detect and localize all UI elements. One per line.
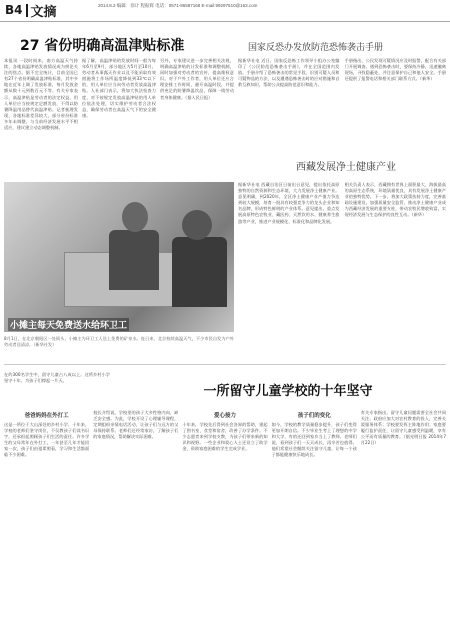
bottom-column: [361, 410, 446, 636]
article-column: 如今，学校的教学质量稳步提升，孩子们变得更加开朗自信。不少毕业生考上了理想的中学和大学，有的还回到家乡当上了教师。老师们说，看到孩子们一天天成长，再辛苦也值得。他们希望社会继续关注留守儿童，让每一个孩子都能健康快乐地成长。: [271, 422, 357, 458]
subheading: 孩子们的变化: [297, 413, 331, 419]
photo-person: [109, 230, 159, 290]
article-column: 据新华社电 近日，国家反恐怖工作领导小组办公室编印了《公民防范恐怖袭击手册》，并在全国范围内发放。手册介绍了恐怖袭击的常见手段、识别可疑人员和可疑物品的方法，以及遭遇恐怖袭击时的应对措施和自救互救知识，帮助公众提高防范意识和能力。: [238, 58, 340, 88]
photo-person: [172, 237, 227, 307]
right-mid-headline: 西藏发展净土健康产业: [296, 162, 396, 173]
bottom-intro: 在约300名学生中，留守儿童占八成以上。这所乡村小学坚守十年，为孩子们撑起一片天。: [4, 372, 110, 384]
top-left-headline: 27 省份明确高温津贴标准: [20, 38, 185, 54]
right-mid-body: [238, 182, 446, 360]
bottom-column: [272, 410, 357, 636]
photo-note: 8月1日，在北京朝阳区一处街头，小摊主为环卫工人送上免费的矿泉水。连日来，北京持续高温天气，不少市民自发为户外劳动者送清凉。（新华社发）: [4, 336, 234, 347]
news-photo: [4, 182, 234, 332]
photo-person-head: [122, 202, 148, 232]
section-divider-line: [4, 364, 446, 365]
article-column: 据新华社电 西藏自治区日前出台意见，提出依托高原独特的自然资源和生态环境，大力发展净土健康产业。意见明确，到2020年，全区净土健康产业产值力争达到较大规模，培育一批具有较强竞争力的龙头企业和知名品牌，形成特色鲜明的产业体系。意见提出，重点发展高原特色农牧业、藏医药、天然饮用水、健康养生旅游等产业，推进产业规模化、标准化和品牌化发展。: [238, 182, 340, 224]
right-top-headline: 国家反恐办发放防范恐怖袭击手册: [248, 43, 384, 53]
subheading: 爸爸妈妈在外打工: [24, 413, 69, 419]
article-column: 手册指出，公民发现可疑情况应及时报警，配合有关部门开展调查。遇到恐怖袭击时，要保持冷静，迅速撤离现场，寻找隐蔽处，并注意保护自己和他人安全。手册还提供了报警电话和相关部门联系方式。（新华）: [344, 58, 446, 82]
top-left-body: [4, 58, 234, 180]
article-column: 校长介绍说，学校里的孩子大多性格内向，缺乏安全感。为此，学校开设了心理辅导课程，定期组织亲情电话活动，让孩子们与远方的父母保持联系。老师们还经常家访，了解孩子们的家庭情况，帮助解决实际困难。: [93, 410, 179, 440]
photo-caption: 小摊主每天免费送水给环卫工: [8, 318, 129, 331]
header-meta: 2014.8.2 编辑：徐计 程振辉 电话：0571-86587168 E-mail:99297510@163.com: [98, 3, 258, 8]
bottom-column: [182, 410, 267, 636]
article-column: 有关专家指出，留守儿童问题需要全社会共同关注。政府应加大对农村教育的投入，完善关爱服务体系；学校要发挥主阵地作用；家庭要履行监护责任，让留守儿童感受到温暖，享有公平而有质量的教育。（据光明日报 2014年7月22日）: [360, 410, 446, 446]
article-column: 据了解，高温津贴的发放时间一般为每年6月至9月，部分地区为5月至10月。劳动者从事露天作业以及不能采取有效措施将工作场所温度降低到33℃以下的，用人单位应当向劳动者发放高温津贴。人社部门表示，将加大执法检查力度，对不按规定发放高温津贴的用人单位依法处理，切实维护劳动者合法权益，确保劳动者在高温天气下的安全健康。: [82, 58, 156, 118]
bottom-column: [4, 410, 89, 636]
bottom-body: [4, 410, 446, 636]
page-header: [0, 0, 450, 22]
article-column: 十年来，学校先后得到社会各界的帮助，建起了图书室、食堂和宿舍，改善了办学条件。不少志愿者来到学校支教，为孩子们带来新的知识和视野。一些企业和爱心人士还设立了助学金，资助家庭困难的学生完成学业。: [182, 422, 268, 452]
article-column: 这是一所位于大山深处的乡村小学。十年来，学校的老师们坚守岗位，不仅教孩子们读书识字，还承担起照顾孩子们生活的责任。许多学生的父母常年在外打工，一年甚至几年才能回家一次，孩子们由祖辈照看，学习和生活都面临不少困难。: [4, 422, 90, 458]
section-label: [2, 2, 60, 18]
subheading: 爱心接力: [213, 413, 236, 419]
section-letter: B4: [5, 3, 23, 17]
bottom-headline: 一所留守儿童学校的十年坚守: [203, 384, 373, 399]
section-name: 文摘: [30, 4, 57, 20]
right-top-body: [238, 58, 446, 150]
bottom-column: [93, 410, 178, 636]
article-column: 另外，专家建议进一步完善相关法规，明确高温津贴的计发标准和调整机制，同时加强对劳动者的宣传，提高维权意识。对于户外工作者，用人单位还应合理安排工作时间，避开高温时段，并提供充足的防暑降温饮品，保障一线劳动者身体健康。（据人民日报）: [160, 58, 234, 100]
photo-person-head: [182, 210, 212, 240]
article-column: 相关负责人表示，西藏拥有世界上面积最大、海拔最高的高原生态系统，环境质量优良，具有发展净土健康产业的独特优势。下一步，将加大政策扶持力度，完善基础设施建设，加强质量安全监管，推动净土健康产业成为西藏经济发展的重要支柱，带动农牧民增收致富，实现经济发展与生态保护的良性互动。（新华）: [344, 182, 446, 218]
section-divider: [26, 4, 28, 17]
article-column: 本报讯 一段时间来，南方高温天气持续，各地高温津贴发放情况成为舆论关注的焦点。据不完全统计，目前全国已有27个省份明确高温津贴标准，其中多地在近年上调了发放标准，每月发放金额从数十元到数百元不等。有关专家表示，高温津贴是劳动者的法定权益，用人单位应当按规定足额发放，不得以防暑降温用品替代高温津贴。记者梳理发现，各地标准差异较大，部分省份标准多年未调整，与当前经济发展水平不相适应，建议建立动态调整机制。: [4, 58, 78, 131]
